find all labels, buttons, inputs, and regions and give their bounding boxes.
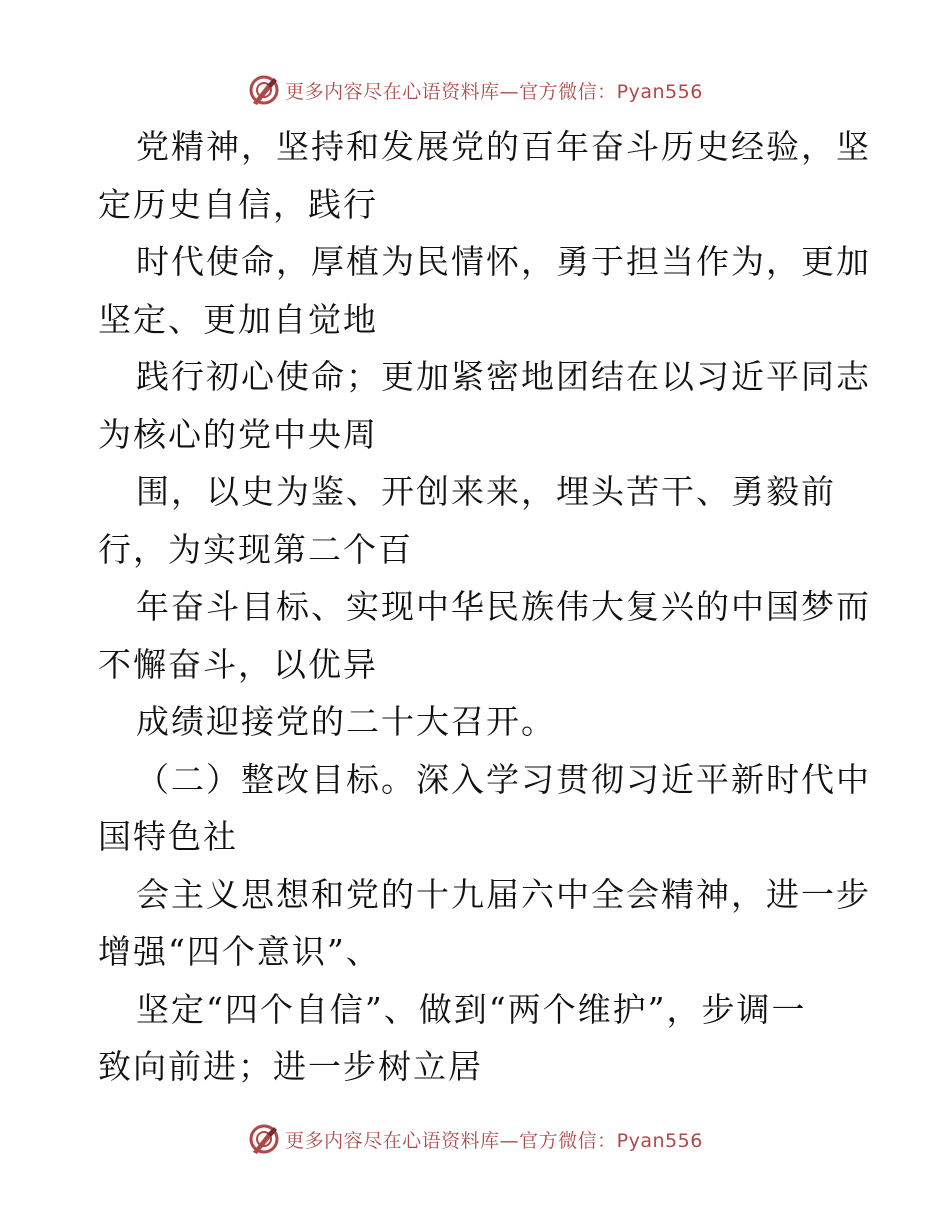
body-line: 围，以史为鉴、开创来来，埋头苦干、勇毅前 — [136, 472, 836, 511]
footer-banner-text: 更多内容尽在心语资料库—官方微信：Pyan556 — [285, 1129, 703, 1152]
body-line: 行，为实现第二个百 — [98, 529, 413, 569]
footer-banner — [0, 1119, 950, 1159]
body-line: 成绩迎接党的二十大召开。 — [136, 702, 556, 741]
pen-logo-icon — [247, 1122, 281, 1156]
header-banner-text: 更多内容尽在心语资料库—官方微信：Pyan556 — [285, 80, 703, 103]
body-line: 定历史自信，践行 — [98, 184, 378, 224]
body-line: 年奋斗目标、实现中华民族伟大复兴的中国梦而 — [136, 587, 871, 626]
body-line: （二）整改目标。深入学习贯彻习近平新时代中 — [136, 759, 871, 799]
body-line: 践行初心使命；更加紧密地团结在以习近平同志 — [136, 357, 871, 396]
document-body — [98, 118, 871, 1096]
pen-logo-icon — [247, 73, 281, 107]
body-line: 会主义思想和党的十九届六中全会精神，进一步 — [136, 874, 871, 914]
body-line: 坚定、更加自觉地 — [98, 299, 378, 339]
body-line: 坚定“四个自信”、做到“两个维护”，步调一 — [136, 989, 807, 1029]
body-line: 党精神，坚持和发展党的百年奋斗历史经验，坚 — [136, 127, 871, 166]
body-line: 时代使命，厚植为民情怀，勇于担当作为，更加 — [136, 242, 871, 281]
body-line: 为核心的党中央周 — [98, 414, 378, 454]
body-line: 不懈奋斗，以优异 — [98, 644, 378, 684]
header-banner — [0, 70, 950, 110]
body-line: 增强“四个意识”、 — [98, 932, 381, 971]
body-line: 致向前进；进一步树立居 — [98, 1047, 483, 1086]
body-line: 国特色社 — [98, 817, 238, 856]
